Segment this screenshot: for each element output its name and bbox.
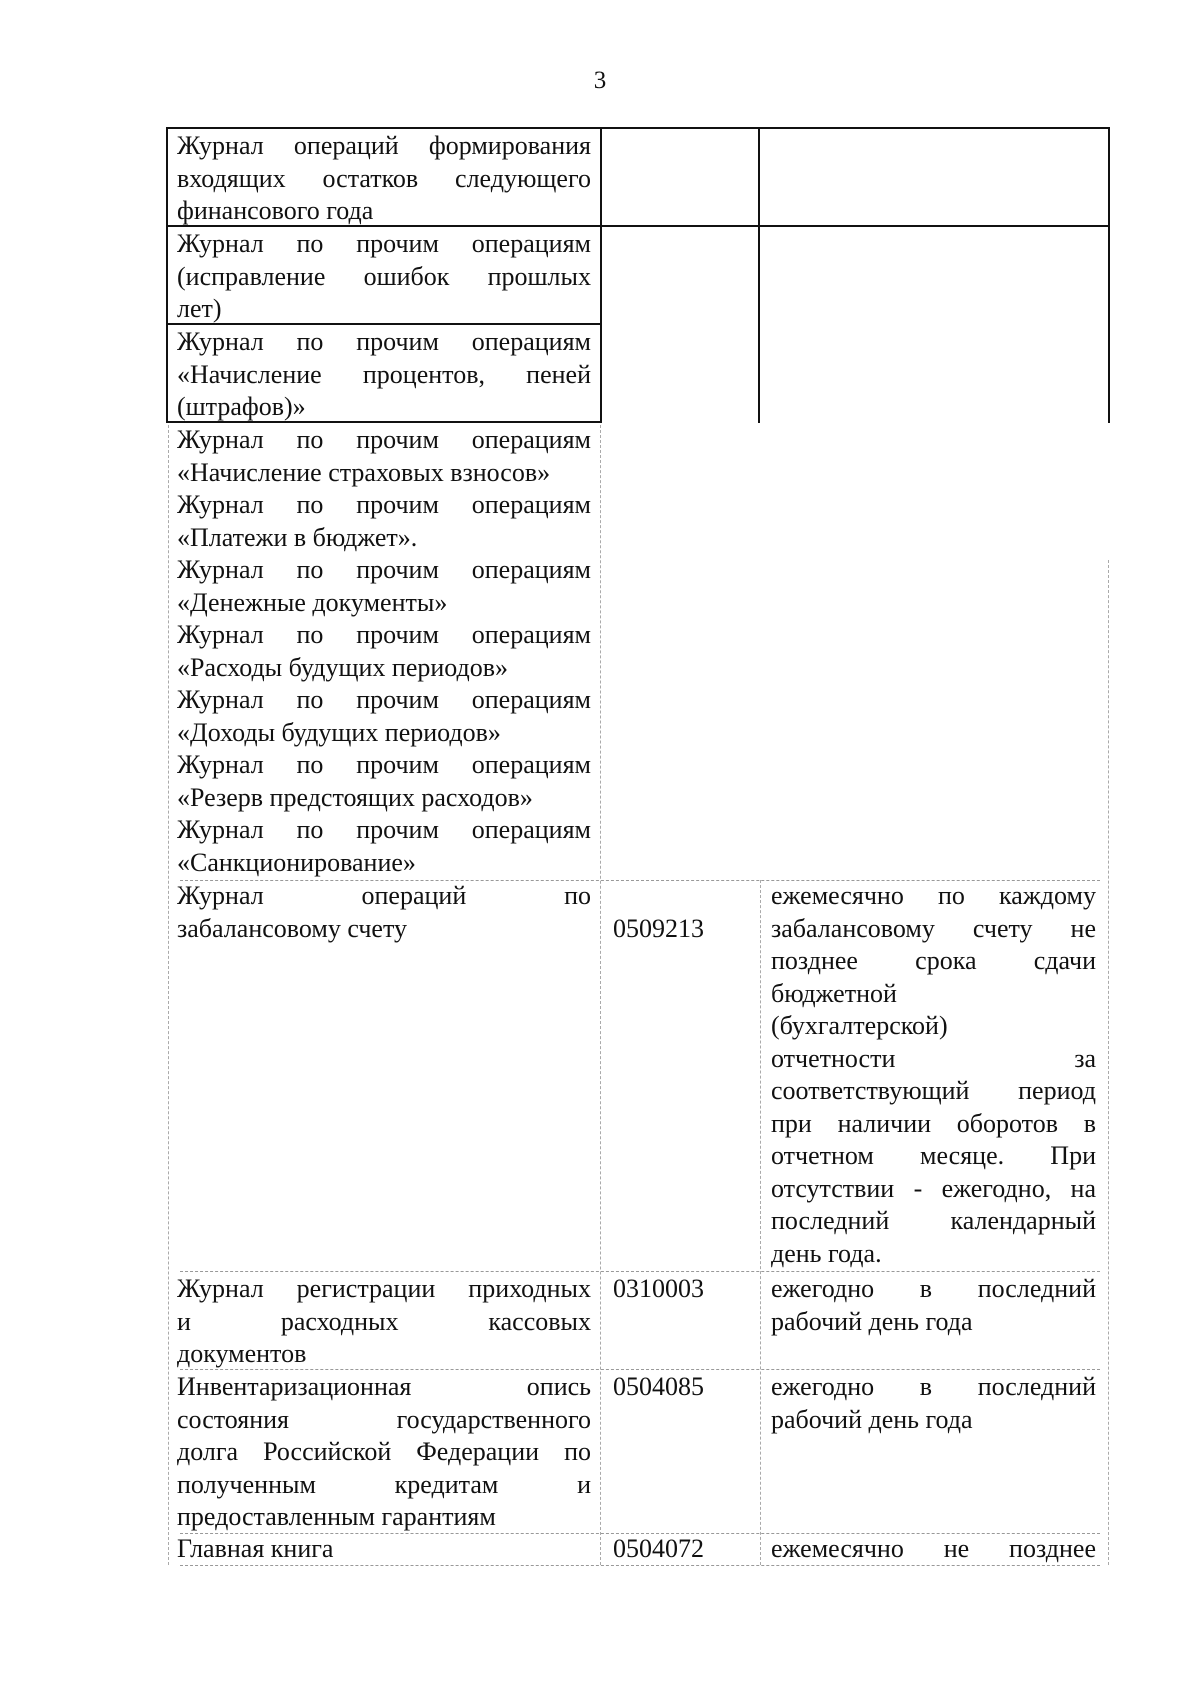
table-border-top (166, 127, 1110, 129)
journal-name-cell: Журнал по прочим операциям «Денежные документы» (177, 555, 591, 617)
journal-name-cell: Инвентаризационная опись состояния государственного долга Российской Федерации по полученным кредитам и предоставленным гарантиям (177, 1372, 591, 1531)
journal-name-cell: Журнал операций формирования входящих остатков следующего финансового года (177, 131, 591, 225)
table-border-left (166, 127, 168, 423)
table-border-right (1108, 127, 1110, 423)
journal-name-cell: Журнал по прочим операциям «Начисление процентов, пеней (штрафов)» (177, 327, 591, 421)
table-column-divider (760, 880, 761, 1565)
deadline-cell: ежемесячно по каждому забалансовому счету не позднее срока сдачи бюджетной (бухгалтерской) отчетности за соответствующий период при наличии оборотов в отчетном месяце. При отсутствии - ежегодно, на последний календарный день года. (771, 881, 1096, 1268)
form-code-cell: 0504072 (613, 1534, 704, 1563)
deadline-cell: ежегодно в последний рабочий день года (771, 1372, 1096, 1434)
form-code-cell: 0504085 (613, 1372, 704, 1401)
table-column-divider (758, 127, 760, 423)
table-column-divider (600, 425, 601, 1565)
journal-name-cell: Журнал по прочим операциям «Начисление страховых взносов» (177, 425, 591, 487)
journal-name-cell: Журнал по прочим операциям «Доходы будущих периодов» (177, 685, 591, 747)
table-border-left (168, 425, 169, 1565)
table-border-right (1108, 560, 1109, 1565)
journal-name-cell: Журнал по прочим операциям «Расходы будущих периодов» (177, 620, 591, 682)
table-column-divider (600, 127, 602, 423)
journal-name-cell: Журнал по прочим операциям (исправление ошибок прошлых лет) (177, 229, 591, 323)
page-number: 3 (593, 67, 607, 94)
journal-name-cell: Журнал по прочим операциям «Резерв предстоящих расходов» (177, 750, 591, 812)
deadline-cell: ежемесячно не позднее (771, 1534, 1096, 1563)
table-row-divider (180, 1271, 1100, 1272)
deadline-cell: ежегодно в последний рабочий день года (771, 1274, 1096, 1336)
journal-name-cell: Журнал регистрации приходных и расходных кассовых документов (177, 1274, 591, 1368)
form-code-cell: 0310003 (613, 1274, 704, 1303)
journal-name-cell: Главная книга (177, 1534, 334, 1563)
journal-name-cell: Журнал операций по забалансовому счету (177, 881, 591, 943)
journal-name-cell: Журнал по прочим операциям «Платежи в бюджет». (177, 490, 591, 552)
journal-name-cell: Журнал по прочим операциям «Санкционирование» (177, 815, 591, 877)
form-code-cell: 0509213 (613, 914, 704, 943)
